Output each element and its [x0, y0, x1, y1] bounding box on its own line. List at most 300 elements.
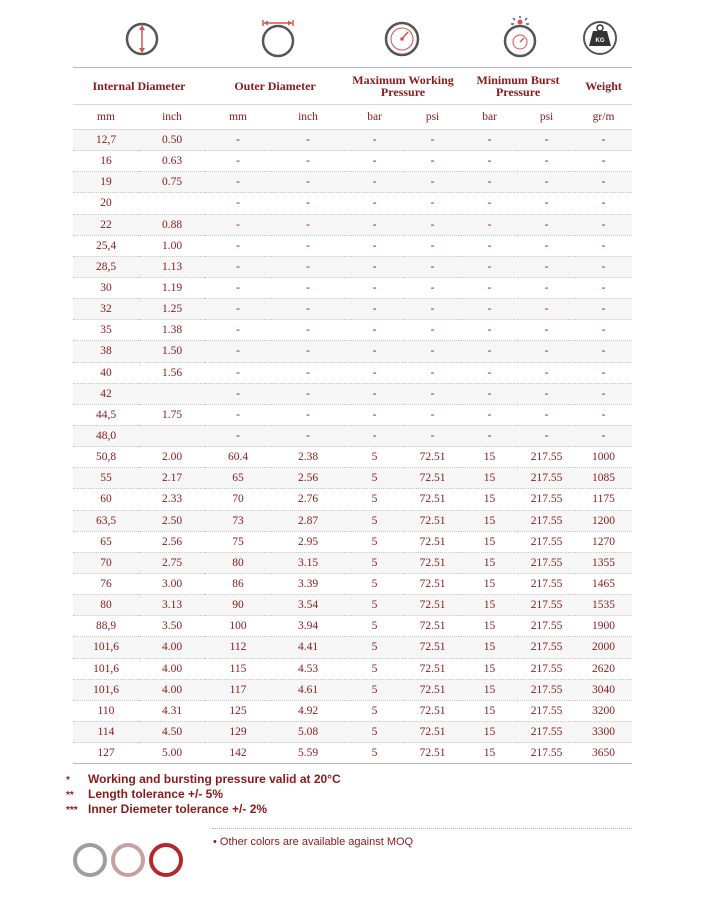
table-row: [73, 531, 632, 552]
unit-cell: inch: [162, 111, 182, 123]
table-cell: -: [372, 366, 377, 379]
weight-icon-label: KG: [595, 38, 605, 44]
table-cell: -: [236, 282, 240, 295]
table-body: [73, 130, 632, 764]
table-row: [73, 595, 632, 616]
table-cell: 5: [371, 472, 378, 485]
table-cell: 15: [483, 493, 496, 506]
table-cell: -: [487, 218, 492, 231]
table-cell: [139, 383, 205, 404]
table-cell: -: [306, 324, 310, 337]
table-cell: 5: [371, 704, 378, 717]
table-cell: -: [372, 345, 377, 358]
table-cell: -: [430, 218, 435, 231]
unit-cell: gr/m: [592, 111, 615, 123]
table-cell: 1200: [592, 514, 616, 527]
table-cell: 60.4: [227, 451, 249, 464]
table-cell: -: [544, 303, 549, 316]
table-cell: 2.17: [161, 472, 183, 485]
table-cell: 217.55: [530, 704, 563, 717]
table-cell: 217.55: [530, 726, 563, 738]
table-cell: 101,6: [93, 641, 119, 654]
table-cell: -: [430, 197, 435, 210]
table-cell: 1900: [592, 620, 616, 633]
table-row: [73, 700, 632, 721]
table-cell: -: [544, 345, 549, 358]
table-cell: [139, 193, 205, 214]
table-cell: 4.31: [161, 704, 183, 717]
table-cell: 63,5: [95, 514, 117, 527]
table-cell: 217.55: [530, 472, 563, 485]
table-cell: -: [601, 155, 606, 168]
table-cell: 48,0: [95, 430, 117, 443]
table-cell: -: [306, 197, 310, 210]
table-cell: 38: [100, 345, 112, 358]
table-row: [73, 172, 632, 193]
table-cell: 32: [100, 303, 112, 316]
table-cell: -: [236, 366, 240, 379]
table-cell: 217.55: [530, 493, 563, 506]
table-cell: 0.63: [161, 155, 183, 168]
table-cell: 5: [371, 514, 378, 527]
table-cell: 3.94: [297, 620, 319, 633]
table-cell: 15: [483, 599, 496, 612]
table-cell: -: [487, 408, 492, 421]
table-cell: 2.87: [297, 514, 319, 527]
table-cell: 25,4: [95, 239, 117, 252]
table-cell: 72.51: [419, 662, 446, 675]
table-row: [73, 404, 632, 425]
table-cell: 0.50: [161, 134, 183, 147]
table-cell: 110: [97, 704, 115, 717]
table-cell: 2.33: [161, 493, 183, 506]
table-cell: -: [487, 324, 492, 337]
table-cell: -: [544, 366, 549, 379]
table-row: [73, 573, 632, 594]
table-cell: -: [306, 366, 310, 379]
table-cell: 5: [371, 620, 378, 633]
footnote-marker: ***: [66, 805, 78, 816]
table-cell: 112: [229, 641, 247, 654]
table-cell: 28,5: [95, 260, 117, 273]
table-cell: 72.51: [419, 683, 446, 696]
table-cell: -: [372, 282, 377, 295]
table-cell: 72.51: [419, 747, 446, 760]
table-cell: -: [544, 282, 549, 295]
table-cell: -: [544, 218, 549, 231]
table-cell: -: [487, 197, 492, 210]
table-cell: -: [487, 303, 492, 316]
table-row: [73, 721, 632, 742]
table-cell: 35: [100, 324, 112, 337]
table-row: [73, 447, 632, 468]
table-cell: 3.39: [297, 578, 319, 591]
table-cell: 76: [100, 578, 112, 591]
table-cell: -: [372, 387, 377, 400]
table-cell: 1355: [592, 556, 616, 569]
table-cell: 72.51: [419, 578, 446, 591]
table-cell: -: [487, 134, 492, 147]
table-cell: 217.55: [530, 747, 563, 760]
table-cell: -: [544, 176, 549, 189]
table-cell: -: [601, 134, 606, 147]
table-cell: 15: [483, 451, 496, 464]
table-cell: 5: [371, 535, 378, 548]
table-cell: 217.55: [530, 556, 563, 569]
table-cell: 3.50: [161, 620, 183, 633]
header-outer-diameter: Outer Diameter: [234, 79, 316, 93]
header-internal-diameter: Internal Diameter: [92, 79, 186, 93]
table-cell: -: [236, 303, 240, 316]
table-cell: 1.19: [161, 282, 183, 295]
table-row: [73, 151, 632, 172]
table-cell: -: [372, 303, 377, 316]
table-cell: 15: [483, 535, 496, 548]
footnote-text: Length tolerance +/- 5%: [88, 787, 224, 801]
table-cell: -: [601, 366, 606, 379]
table-cell: 15: [483, 726, 496, 738]
table-cell: 15: [483, 578, 496, 591]
table-cell: -: [601, 430, 606, 443]
table-row: [73, 235, 632, 256]
units-row: [73, 105, 632, 130]
table-cell: -: [487, 366, 492, 379]
table-cell: 3.13: [161, 599, 183, 612]
table-cell: 4.61: [297, 683, 319, 696]
unit-cell: mm: [97, 111, 115, 123]
spec-icons-row: [73, 14, 633, 66]
table-cell: 20: [100, 197, 112, 210]
table-cell: 5.59: [297, 747, 319, 760]
table-cell: 217.55: [530, 578, 563, 591]
table-cell: 115: [229, 662, 247, 675]
table-cell: 5: [371, 451, 378, 464]
table-cell: -: [430, 155, 435, 168]
table-cell: 1.50: [161, 345, 183, 358]
header-max-working-pressure: Maximum Working Pressure: [352, 73, 454, 99]
table-row: [73, 362, 632, 383]
footnote-marker: **: [66, 790, 74, 801]
table-cell: -: [372, 176, 377, 189]
table-row: [73, 743, 632, 764]
table-row: [73, 425, 632, 446]
table-cell: 3.54: [297, 599, 319, 612]
table-cell: -: [236, 239, 240, 252]
table-cell: 2.75: [161, 556, 183, 569]
table-cell: 3300: [592, 726, 616, 738]
table-cell: [139, 425, 205, 446]
table-cell: 2.00: [161, 451, 183, 464]
table-cell: 72.51: [419, 514, 446, 527]
table-row: [73, 468, 632, 489]
table-cell: 72.51: [419, 641, 446, 654]
unit-cell: bar: [367, 111, 382, 123]
table-cell: 1085: [592, 472, 616, 485]
table-cell: 15: [483, 620, 496, 633]
swatch-grey: [73, 843, 107, 877]
table-cell: 5: [371, 641, 378, 654]
table-cell: -: [544, 155, 549, 168]
table-cell: -: [236, 324, 240, 337]
table-cell: -: [236, 155, 240, 168]
table-cell: 75: [232, 535, 244, 548]
working-pressure-gauge-icon: [383, 14, 423, 58]
table-cell: 127: [97, 747, 115, 760]
table-cell: -: [487, 282, 492, 295]
table-cell: -: [372, 218, 377, 231]
table-cell: 72.51: [419, 726, 446, 738]
table-cell: 80: [100, 599, 112, 612]
swatch-red: [149, 843, 183, 877]
table-cell: -: [372, 260, 377, 273]
footnote-text: Working and bursting pressure valid at 20°C: [88, 772, 341, 786]
table-cell: 217.55: [530, 451, 563, 464]
table-cell: 40: [100, 366, 112, 379]
internal-diameter-icon: [123, 14, 163, 58]
table-cell: -: [306, 134, 310, 147]
table-cell: 4.50: [161, 726, 183, 738]
weight-icon: [581, 14, 621, 58]
table-cell: -: [430, 176, 435, 189]
table-cell: 15: [483, 556, 496, 569]
table-cell: 4.00: [161, 683, 183, 696]
table-cell: 4.41: [297, 641, 319, 654]
unit-cell: inch: [298, 111, 318, 123]
table-cell: 0.88: [161, 218, 183, 231]
table-cell: 1.38: [161, 324, 183, 337]
table-cell: 5.00: [161, 747, 183, 760]
table-cell: -: [372, 239, 377, 252]
table-cell: 1.56: [161, 366, 183, 379]
table-row: [73, 193, 632, 214]
table-row: [73, 277, 632, 298]
table-cell: 2620: [592, 662, 616, 675]
table-row: [73, 299, 632, 320]
table-cell: 42: [100, 387, 112, 400]
table-cell: -: [372, 155, 377, 168]
table-row: [73, 679, 632, 700]
table-cell: -: [430, 366, 435, 379]
table-cell: 1.00: [161, 239, 183, 252]
table-cell: 72.51: [419, 556, 446, 569]
footnote: [66, 802, 341, 817]
table-cell: -: [306, 430, 310, 443]
table-cell: 1270: [592, 535, 616, 548]
table-cell: 101,6: [93, 662, 119, 675]
burst-pressure-gauge-icon: [501, 14, 541, 58]
table-cell: 1.25: [161, 303, 183, 316]
table-cell: -: [601, 218, 606, 231]
table-cell: 5: [371, 556, 378, 569]
table-cell: 5: [371, 683, 378, 696]
footnote: [66, 787, 341, 802]
table-cell: 1000: [592, 451, 616, 464]
table-cell: 101,6: [93, 683, 119, 696]
table-cell: 217.55: [530, 535, 563, 548]
table-cell: -: [430, 303, 435, 316]
table-cell: 1465: [592, 578, 616, 591]
table-cell: -: [601, 387, 606, 400]
table-cell: 50,8: [95, 451, 117, 464]
table-cell: -: [236, 387, 240, 400]
table-cell: 1.75: [161, 408, 183, 421]
table-cell: 4.53: [297, 662, 319, 675]
table-cell: -: [236, 345, 240, 358]
table-cell: 2.50: [161, 514, 183, 527]
table-cell: -: [601, 176, 606, 189]
table-cell: -: [430, 430, 435, 443]
table-cell: 2.56: [161, 535, 183, 548]
table-cell: 217.55: [530, 641, 563, 654]
swatch-light-red: [111, 843, 145, 877]
table-cell: -: [487, 239, 492, 252]
table-cell: -: [306, 303, 310, 316]
table-cell: -: [601, 303, 606, 316]
table-cell: 72.51: [419, 599, 446, 612]
table-row: [73, 637, 632, 658]
table-cell: 217.55: [530, 683, 563, 696]
table-cell: -: [430, 345, 435, 358]
table-cell: -: [236, 176, 240, 189]
table-cell: 90: [232, 599, 244, 612]
table-cell: -: [544, 260, 549, 273]
table-row: [73, 552, 632, 573]
table-cell: 15: [483, 472, 496, 485]
table-row: [73, 510, 632, 531]
table-cell: -: [306, 260, 310, 273]
table-cell: 72.51: [419, 493, 446, 506]
table-row: [73, 489, 632, 510]
table-cell: 5: [371, 726, 378, 738]
table-cell: 114: [97, 726, 115, 738]
table-cell: -: [430, 408, 435, 421]
table-cell: 3650: [592, 747, 616, 760]
table-cell: 65: [100, 535, 112, 548]
table-cell: 3.15: [297, 556, 319, 569]
unit-cell: psi: [425, 111, 440, 123]
table-cell: 86: [232, 578, 244, 591]
table-cell: 5: [371, 599, 378, 612]
table-cell: -: [544, 134, 549, 147]
table-cell: 217.55: [530, 514, 563, 527]
table-cell: 0.75: [161, 176, 183, 189]
table-cell: 1535: [592, 599, 616, 612]
table-cell: 3040: [592, 683, 616, 696]
table-cell: -: [236, 218, 240, 231]
table-cell: 4.00: [161, 641, 183, 654]
table-cell: -: [306, 282, 310, 295]
table-cell: -: [487, 260, 492, 273]
table-header-row: [73, 68, 632, 105]
table-cell: 3200: [592, 704, 616, 717]
table-cell: 15: [483, 514, 496, 527]
table-cell: -: [306, 176, 310, 189]
hose-spec-table: [73, 67, 632, 764]
header-weight: Weight: [585, 79, 622, 93]
table-cell: 80: [232, 556, 244, 569]
table-cell: 15: [483, 704, 496, 717]
table-cell: 2.76: [297, 493, 319, 506]
outer-diameter-icon: [259, 14, 299, 58]
table-cell: 15: [483, 662, 496, 675]
table-cell: 72.51: [419, 451, 446, 464]
table-cell: -: [372, 324, 377, 337]
table-cell: -: [430, 387, 435, 400]
table-cell: -: [372, 408, 377, 421]
table-cell: -: [306, 155, 310, 168]
table-cell: -: [372, 134, 377, 147]
table-cell: -: [306, 408, 310, 421]
table-cell: 100: [229, 620, 247, 633]
table-cell: -: [487, 430, 492, 443]
unit-cell: psi: [539, 111, 554, 123]
table-row: [73, 383, 632, 404]
table-cell: 4.92: [297, 704, 319, 717]
footnote: [66, 772, 341, 787]
table-cell: -: [487, 176, 492, 189]
table-cell: -: [601, 260, 606, 273]
footnotes: [66, 772, 341, 817]
unit-cell: bar: [482, 111, 497, 123]
table-cell: 2.56: [297, 472, 319, 485]
table-cell: -: [306, 345, 310, 358]
table-cell: 70: [100, 556, 112, 569]
table-cell: -: [601, 408, 606, 421]
table-cell: -: [306, 218, 310, 231]
table-cell: -: [544, 239, 549, 252]
table-cell: -: [601, 239, 606, 252]
color-swatches: [73, 843, 185, 879]
table-cell: 117: [229, 683, 247, 696]
table-cell: 72.51: [419, 472, 446, 485]
table-cell: -: [487, 387, 492, 400]
table-row: [73, 341, 632, 362]
table-cell: -: [236, 430, 240, 443]
table-cell: -: [236, 197, 240, 210]
table-cell: -: [601, 324, 606, 337]
table-cell: 3.00: [161, 578, 183, 591]
table-cell: 22: [100, 218, 112, 231]
table-cell: 15: [483, 641, 496, 654]
table-cell: 142: [229, 747, 247, 760]
table-cell: 72.51: [419, 704, 446, 717]
table-row: [73, 658, 632, 679]
table-cell: 72.51: [419, 620, 446, 633]
table-cell: -: [544, 408, 549, 421]
table-cell: 217.55: [530, 620, 563, 633]
table-cell: 5.08: [297, 726, 319, 738]
table-cell: 65: [232, 472, 244, 485]
table-cell: 129: [229, 726, 247, 738]
table-cell: -: [306, 387, 310, 400]
table-cell: 70: [232, 493, 244, 506]
table-cell: -: [430, 282, 435, 295]
table-cell: 30: [100, 282, 112, 295]
table-cell: -: [372, 197, 377, 210]
table-cell: 55: [100, 472, 112, 485]
table-cell: 217.55: [530, 662, 563, 675]
table-cell: 2000: [592, 641, 616, 654]
table-cell: -: [544, 197, 549, 210]
table-cell: 15: [483, 683, 496, 696]
footnote-marker: *: [66, 775, 70, 786]
table-cell: 5: [371, 662, 378, 675]
table-cell: 5: [371, 493, 378, 506]
table-cell: 15: [483, 747, 496, 760]
table-cell: 72.51: [419, 535, 446, 548]
table-cell: 4.00: [161, 662, 183, 675]
colors-availability-note: • Other colors are available against MOQ: [213, 836, 414, 848]
